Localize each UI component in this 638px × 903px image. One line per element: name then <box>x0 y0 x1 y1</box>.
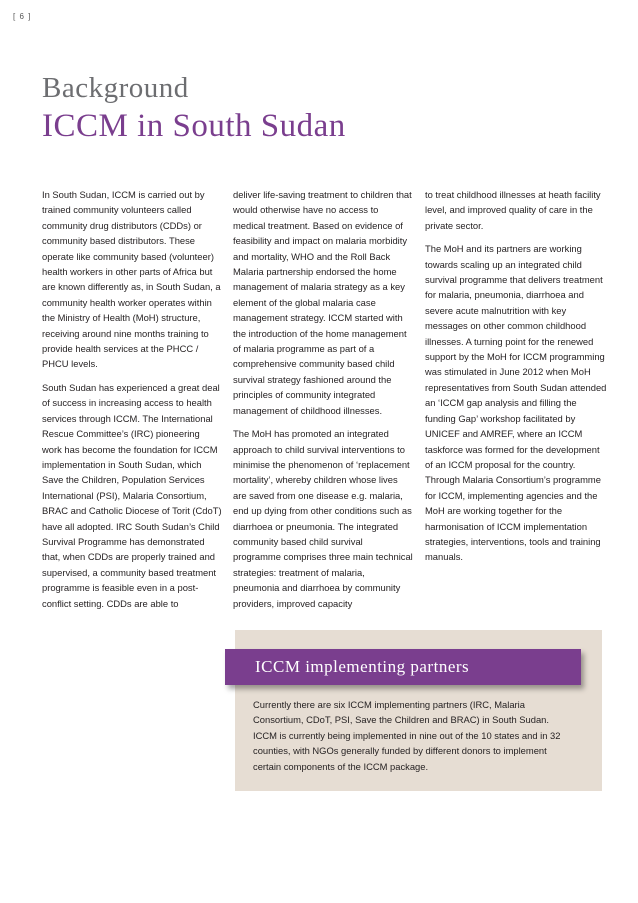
paragraph: to treat childhood illnesses at heath facility level, and improved quality of care in the private sector. <box>425 189 601 231</box>
paragraph: In South Sudan, ICCM is carried out by trained community volunteers called community drug distributors (CDDs) or community based distributors. These operate like community based (volunteer) health workers in other parts of Africa but are known differently as, in South Sudan, a community health worker operates within the Ministry of Health (MoH) structure, receiving around nine months training to provide health services at the PHCC / PHCU levels. <box>42 189 221 370</box>
text-column-1 <box>42 187 222 619</box>
section-eyebrow: Background <box>42 72 189 104</box>
page-title: ICCM in South Sudan <box>42 108 346 144</box>
callout-text: Currently there are six ICCM implementing partners (IRC, Malaria Consortium, CDoT, PSI, Save the Children and BRAC) in South Sudan. ICCM is currently being implemented in nine out of the 10 states and in 32 counties, with NGOs generally funded by different donors to implement certain components of the ICCM package. <box>253 699 561 772</box>
paragraph: The MoH and its partners are working towards scaling up an integrated child survival programme that delivers treatment for malaria, pneumonia, diarrhoea and severe acute malnutrition with key messages on other common childhood illnesses. A turning point for the renewed support by the MoH for ICCM programming was stimulated in June 2012 when MoH representatives from South Sudan attended an ‘ICCM gap analysis and filling the funding Gap’ workshop facilitated by UNICEF and AMREF, where an ICCM taskforce was formed for the development of an ICCM proposal for the country. Through Malaria Consortium’s programme for ICCM, implementing agencies and the MoH are working together for the harmonisation of ICCM implementation strategies, interventions, tools and training manuals. <box>425 243 607 563</box>
page-number: [ 6 ] <box>13 12 32 21</box>
text-column-3 <box>425 187 607 573</box>
text-column-2 <box>233 187 413 619</box>
paragraph: The MoH has promoted an integrated approach to child survival interventions to minimise the phenomenon of ‘replacement mortality’, whereby children whose lives are saved from one disease e.g. malaria, end up dying from other conditions such as diarrhoea or pneumonia. The integrated community based child survival programme comprises three main technical strategies: treatment of malaria, pneumonia and diarrhoea by community providers, improved capacity <box>233 428 413 609</box>
callout-title: ICCM implementing partners <box>225 649 581 685</box>
paragraph: South Sudan has experienced a great deal of success in increasing access to health services through ICCM. The International Rescue Committee’s (IRC) pioneering work has become the foundation for ICCM implementation in South Sudan, which Save the Children, Population Services International (PSI), Malaria Consortium, BRAC and Catholic Diocese of Torit (CdoT) have all adopted. IRC South Sudan’s Child Survival Programme has demonstrated that, when CDDs are properly trained and supervised, a community based treatment programme is feasible even in a post-conflict setting. CDDs are able to <box>42 381 222 609</box>
paragraph: deliver life-saving treatment to children that would otherwise have no access to medical treatment. Based on evidence of feasibility and impact on malaria morbidity and mortality, WHO and the Roll Back Malaria partnership endorsed the home management of malaria strategy as a key element of the global malaria case management strategy. ICCM started with the introduction of the home management of malaria programme as part of a comprehensive community based child survival strategy fashioned around the principles of community integrated management of childhood illnesses. <box>233 189 412 416</box>
